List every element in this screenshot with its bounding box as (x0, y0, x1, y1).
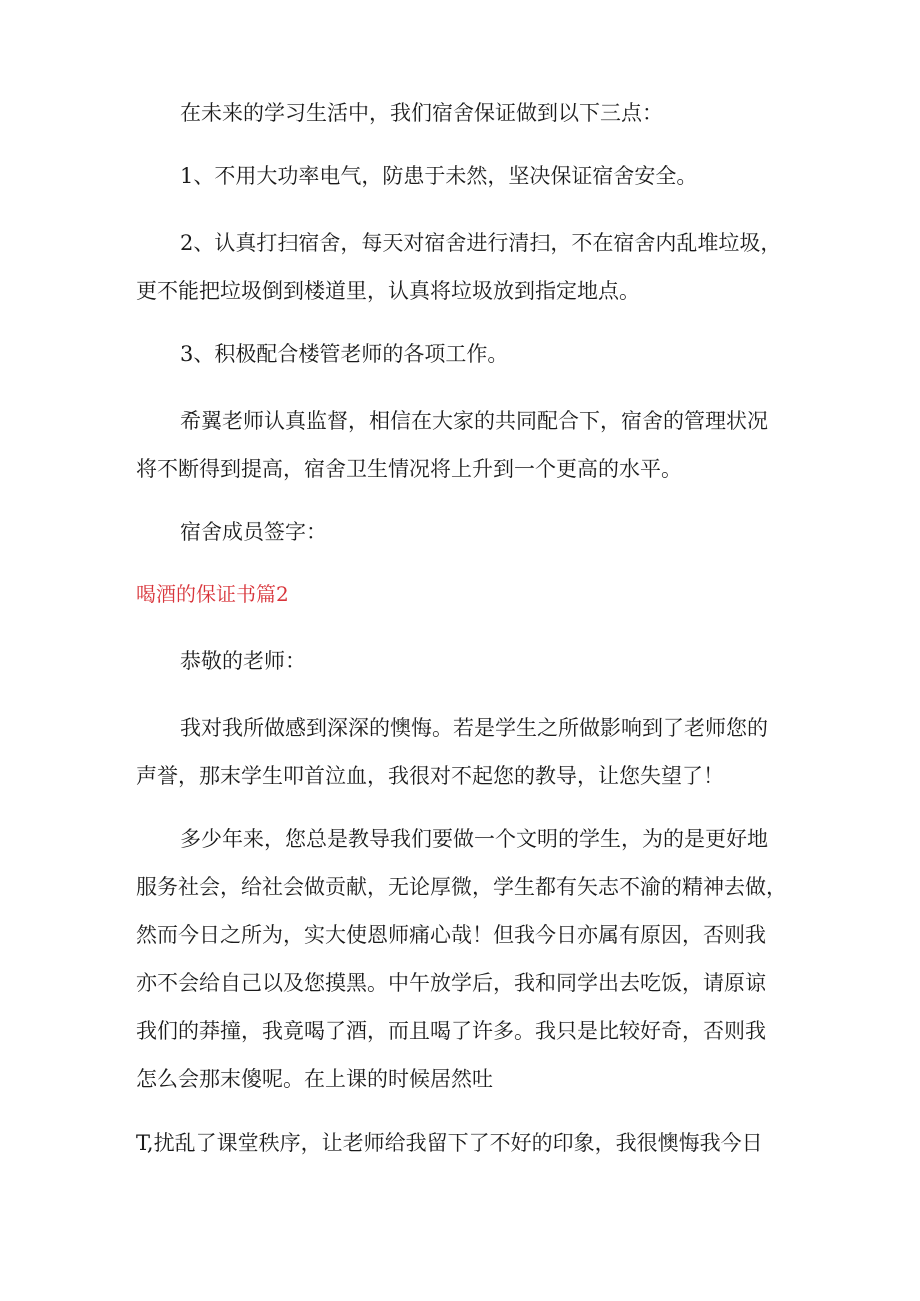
paragraph-point-2-line-2: 更不能把垃圾倒到楼道里，认真将垃圾放到指定地点。 (136, 279, 640, 303)
letter-paragraph-2-line-4: 亦不会给自己以及您摸黑。中午放学后，我和同学出去吃饭，请原谅 (136, 971, 766, 995)
letter-paragraph-2-line-5: 我们的莽撞，我竟喝了酒，而且喝了许多。我只是比较好奇，否则我 (136, 1019, 766, 1043)
letter-paragraph-1-line-1: 我对我所做感到深深的懊悔。若是学生之所做影响到了老师您的 (180, 716, 768, 740)
paragraph-point-3: 3、积极配合楼管老师的各项工作。 (180, 342, 509, 366)
paragraph-point-2-line-1: 2、认真打扫宿舍，每天对宿舍进行清扫，不在宿舍内乱堆垃圾， (180, 231, 782, 255)
paragraph-hope-line-1: 希翼老师认真监督，相信在大家的共同配合下，宿舍的管理状况 (180, 409, 768, 433)
letter-paragraph-1-line-2: 声誉，那末学生叩首泣血，我很对不起您的教导，让您失望了！ (136, 764, 724, 788)
letter-salutation: 恭敬的老师： (180, 649, 306, 673)
letter-paragraph-3-line-1: T,扰乱了课堂秩序，让老师给我留下了不好的印象，我很懊悔我今日 (136, 1131, 763, 1155)
paragraph-hope-line-2: 将不断得到提高，宿舍卫生情况将上升到一个更高的水平。 (136, 457, 682, 481)
letter-paragraph-2-line-3: 然而今日之所为，实大使恩师痛心哉！但我今日亦属有原因，否则我 (136, 923, 766, 947)
letter-paragraph-2-line-6: 怎么会那末傻呢。在上课的时候居然吐 (136, 1067, 493, 1091)
paragraph-intro: 在未来的学习生活中，我们宿舍保证做到以下三点： (180, 101, 663, 125)
paragraph-point-1: 1、不用大功率电气，防患于未然，坚决保证宿舍安全。 (180, 164, 698, 188)
letter-paragraph-2-line-2: 服务社会，给社会做贡献，无论厚微，学生都有矢志不渝的精神去做， (136, 875, 787, 899)
section-heading: 喝酒的保证书篇2 (136, 582, 289, 606)
paragraph-signature: 宿舍成员签字： (180, 520, 327, 544)
letter-paragraph-2-line-1: 多少年来，您总是教导我们要做一个文明的学生，为的是更好地 (180, 827, 768, 851)
